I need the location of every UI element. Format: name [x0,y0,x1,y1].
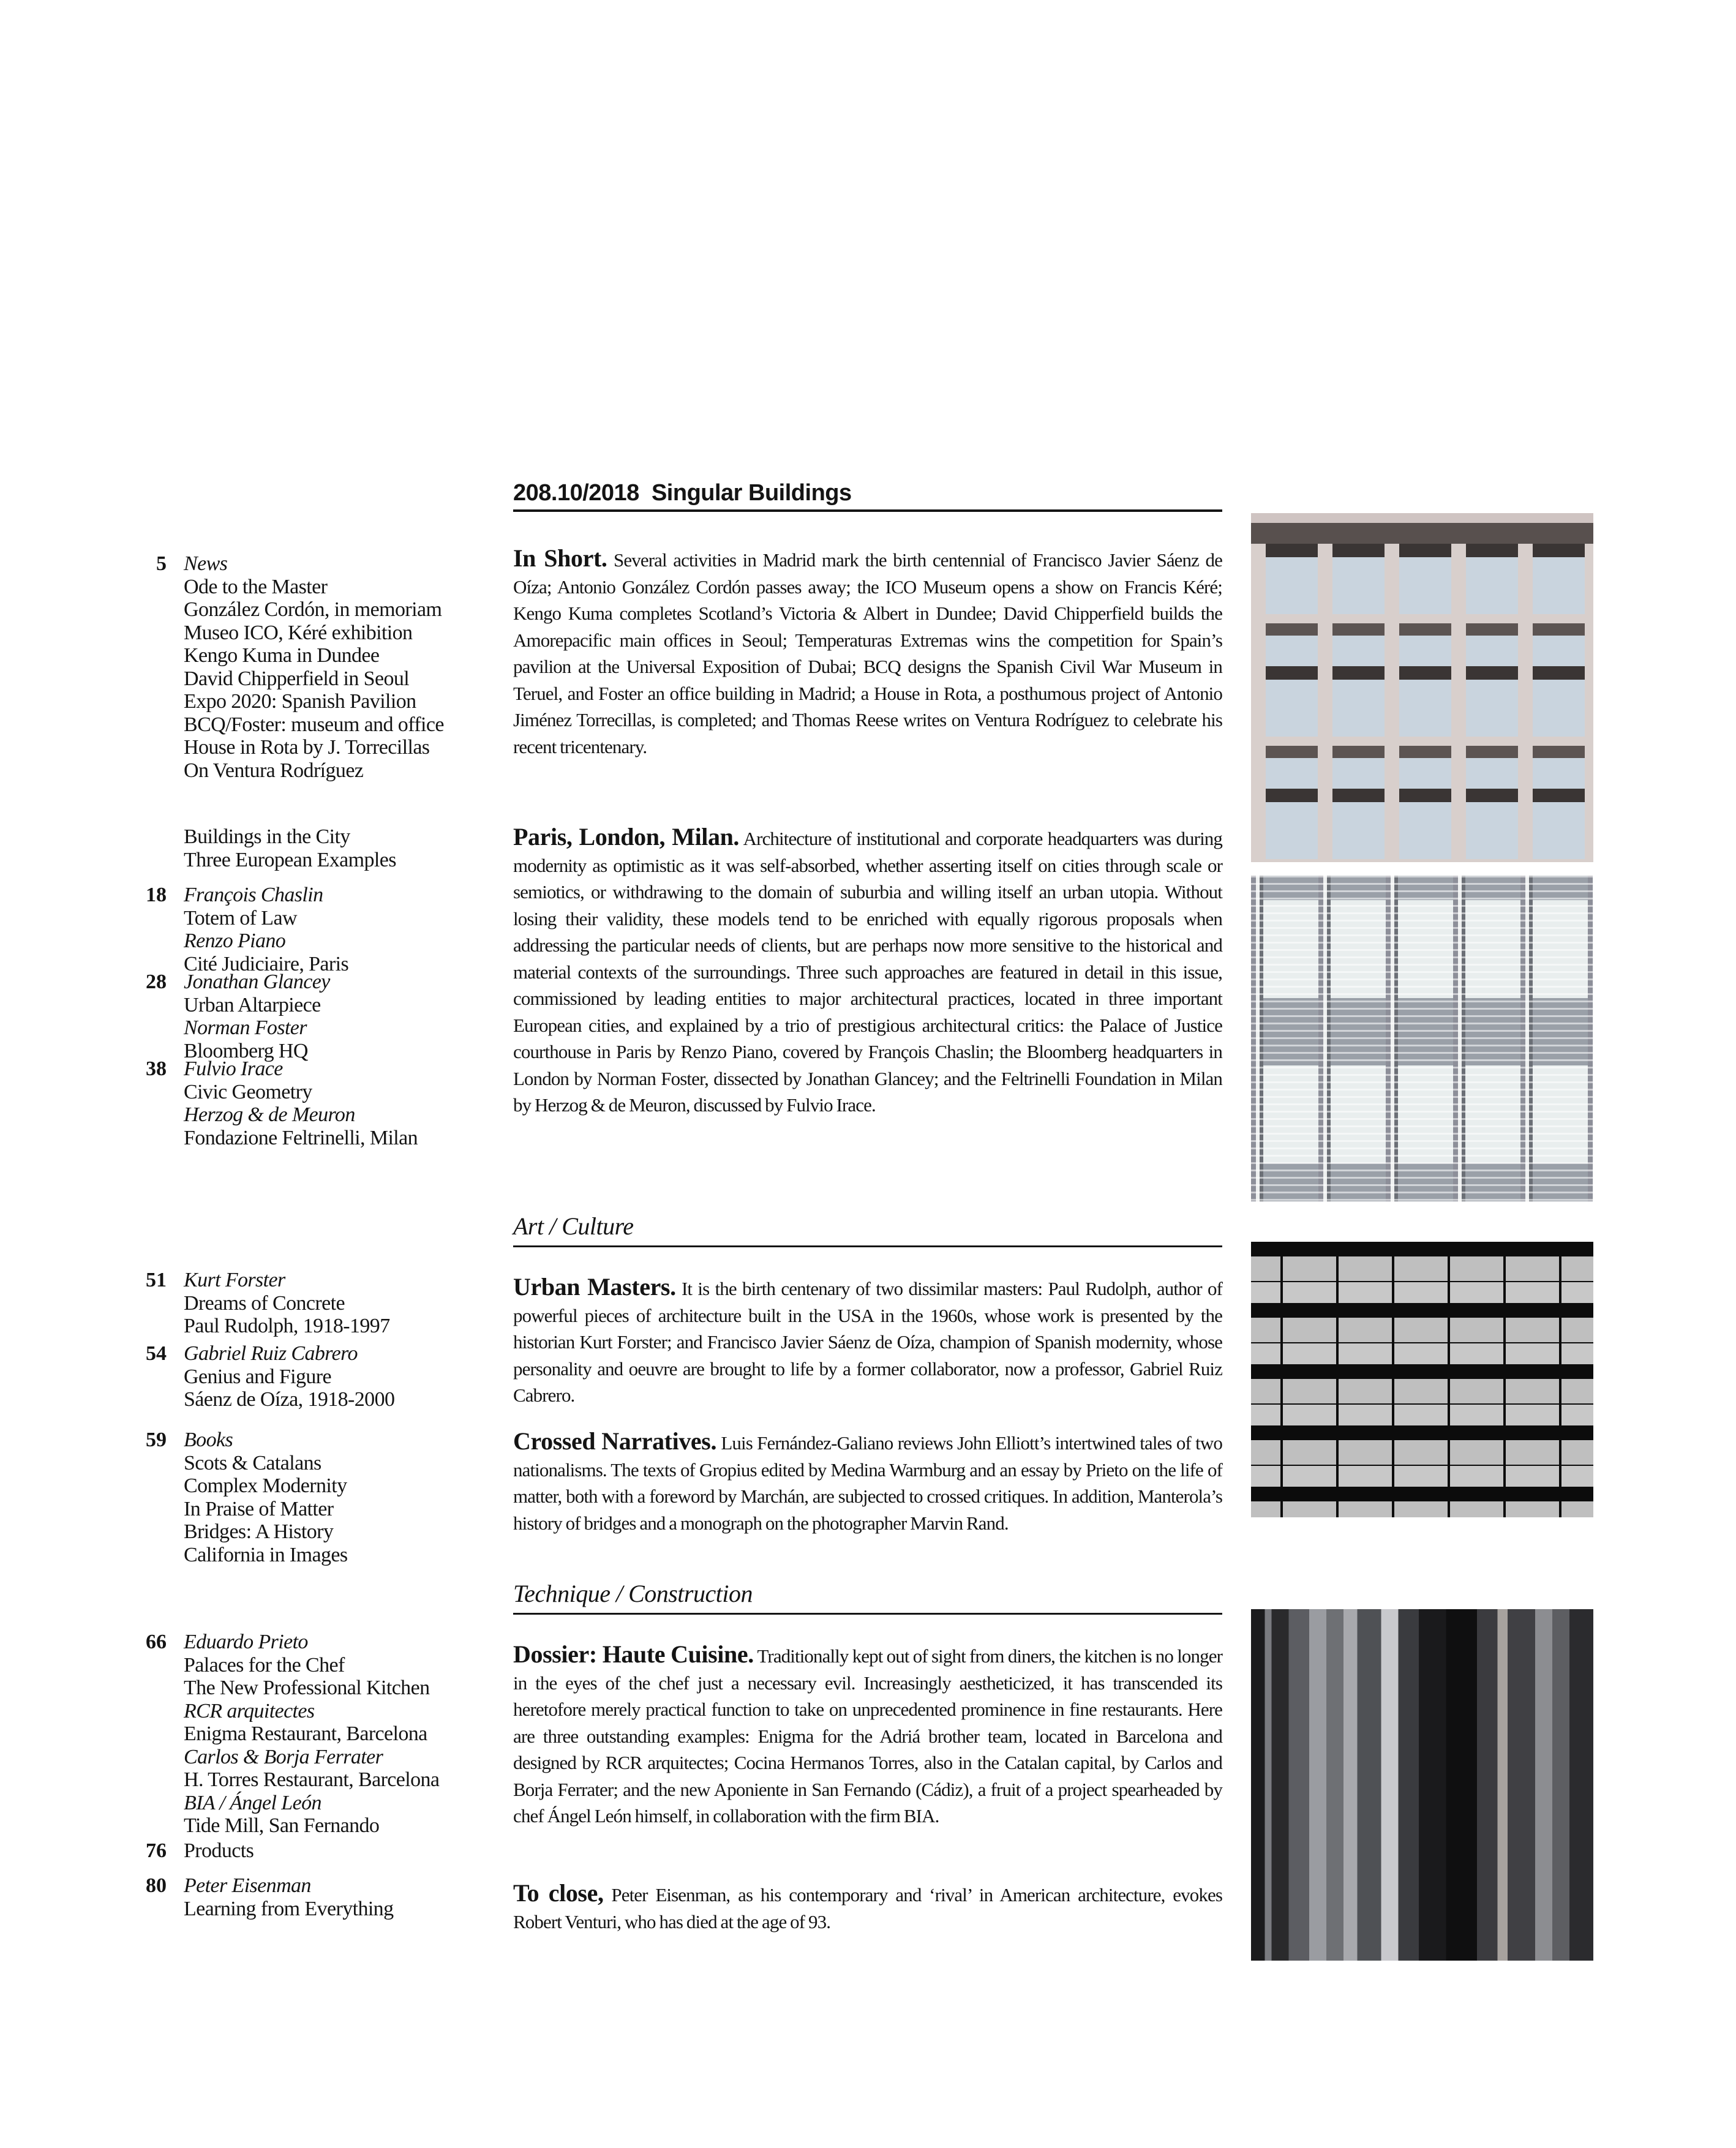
toc-line: Complex Modernity [184,1474,347,1497]
toc-page-number: 80 [146,1874,167,1897]
toc-line: RCR arquitectes [184,1699,315,1722]
paragraph-to-close [513,1880,1222,1935]
toc-line: Dreams of Concrete [184,1291,345,1315]
toc-line: News [184,552,228,575]
photo-louvered-glass-facade [1251,876,1593,1201]
toc-line: González Cordón, in memoriam [184,598,442,621]
toc-line: Civic Geometry [184,1080,312,1103]
toc-page-number: 28 [146,971,167,993]
paragraph-body: Luis Fernández-Galiano reviews John Elliott’s intertwined tales of two nationalisms. The texts of Gropius edited by Medina Warmburg and an essay by Prieto on the life of matter, both with a foreword by Marchán, are subjected to crossed critiques. In addition, Manterola’s history of bridges and a monograph on the photographer Marvin Rand. [513,1432,1222,1534]
toc-line: Gabriel Ruiz Cabrero [184,1342,358,1365]
issue-number: 208.10/2018 [513,480,639,506]
toc-line: BIA / Ángel León [184,1791,321,1814]
toc-line: Sáenz de Oíza, 1918-2000 [184,1388,395,1411]
section-label-technique-construction: Technique / Construction [513,1579,1222,1615]
toc-page-number: 5 [156,552,167,575]
toc-line: Expo 2020: Spanish Pavilion [184,690,416,713]
paragraph-in-short [513,545,1222,760]
toc-line: BCQ/Foster: museum and office [184,713,444,736]
toc-page-number: 51 [146,1269,167,1291]
toc-line: Paul Rudolph, 1918-1997 [184,1315,390,1337]
toc-page-number: 38 [146,1057,167,1080]
toc-page-number: 59 [146,1429,167,1451]
paragraph-lead: Dossier: Haute Cuisine. [513,1640,754,1668]
toc-page-number: 54 [146,1342,167,1365]
toc-page-number: 66 [146,1631,167,1653]
issue-heading [513,479,1222,512]
paragraph-lead: To close, [513,1879,604,1907]
toc-line: Museo ICO, Kéré exhibition [184,621,413,644]
paragraph-body: It is the birth centenary of two dissimilar masters: Paul Rudolph, author of powerful pieces of architecture built in the USA in the 1960s, whose work is presented by the historian Kurt Forster; and Francisco Javier Sáenz de Oíza, champion of Spanish modernity, whose personality and oeuvre are brought to life by a former collaborator, now a professor, Gabriel Ruiz Cabrero. [513,1278,1223,1406]
toc-line: Fulvio Irace [184,1057,283,1080]
toc-line: Enigma Restaurant, Barcelona [184,1722,427,1745]
toc-line: Tide Mill, San Fernando [184,1814,380,1837]
toc-line: Learning from Everything [184,1897,394,1920]
toc-line: Herzog & de Meuron [184,1103,355,1126]
paragraph-body: Architecture of institutional and corporate headquarters was during modernity as optimistic as it was self-absorbed, whether asserting itself on cities through scale or semiotics, or withdrawing to the domain of suburbia and willing itself an urban utopia. Without losing their validity, these models tend to be enriched with equally rigorous proposals when addressing the particular needs of clients, but are perhaps now more sensitive to the historical and material contexts of the surroundings. Three such approaches are featured in detail in this issue, commissioned by leading entities to major architectural practices, located in three important European cities, and explained by a trio of prestigious architectural critics: the Palace of Justice courthouse in Paris by Renzo Piano, covered by François Chaslin; the Bloomberg headquarters in London by Norman Foster, dissected by Jonathan Glancey; and the Feltrinelli Foundation in Milan by Herzog & de Meuron, discussed by Fulvio Irace. [513,828,1222,1116]
toc-line: Eduardo Prieto [184,1631,308,1653]
paragraph-lead: Urban Masters. [513,1273,676,1301]
toc-line: On Ventura Rodríguez [184,759,364,782]
issue-title: Singular Buildings [651,480,852,506]
paragraph-haute-cuisine [513,1641,1222,1830]
toc-line: Totem of Law [184,906,297,929]
toc-line: In Praise of Matter [184,1497,334,1520]
section-label-art-culture: Art / Culture [513,1211,1222,1247]
toc-line: François Chaslin [184,884,323,906]
toc-line: Jonathan Glancey [184,971,330,993]
toc-line: Bridges: A History [184,1520,334,1543]
toc-line: Kengo Kuma in Dundee [184,644,380,667]
paragraph-urban-masters [513,1274,1222,1409]
toc-line: Bloomberg HQ [184,1039,308,1062]
paragraph-lead: Paris, London, Milan. [513,823,740,851]
toc-line: Carlos & Borja Ferrater [184,1745,383,1768]
photo-banded-curtain-wall [1251,1242,1593,1517]
paragraph-lead: In Short. [513,544,607,572]
toc-line: David Chipperfield in Seoul [184,667,410,690]
toc-line: Norman Foster [184,1016,307,1039]
toc-line: Renzo Piano [184,929,286,952]
toc-line: Products [184,1839,254,1862]
toc-line: Fondazione Feltrinelli, Milan [184,1126,418,1149]
paragraph-body: Several activities in Madrid mark the birth centennial of Francisco Javier Sáenz de Oíza; Antonio González Cordón passes away; the ICO Museum opens a show on Francis Kéré; Kengo Kuma completes Scotland’s Victoria & Albert in Dundee; David Chipperfield builds the Amorepacific main offices in Seoul; Temperaturas Extremas wins the competition for Spain’s pavilion at the Universal Exposition of Dubai; BCQ designs the Spanish Civil War Museum in Teruel, and Foster an office building in Madrid; a House in Rota, a posthumous project of Antonio Jiménez Torrecillas, is completed; and Thomas Reese writes on Ventura Rodríguez to celebrate his recent tricentenary. [513,549,1222,757]
toc-page-number: 76 [146,1839,167,1862]
toc-line: Cité Judiciaire, Paris [184,952,349,975]
toc-line: Three European Examples [184,848,396,871]
toc-line: Genius and Figure [184,1365,331,1388]
toc-line: Peter Eisenman [184,1874,311,1897]
toc-line: Ode to the Master [184,575,328,598]
toc-line: Buildings in the City [184,825,350,848]
toc-line: California in Images [184,1543,348,1566]
toc-page-number: 18 [146,884,167,906]
toc-line: Books [184,1429,233,1451]
toc-line: House in Rota by J. Torrecillas [184,736,430,759]
toc-line: Kurt Forster [184,1269,285,1291]
paragraph-body: Peter Eisenman, as his contemporary and ‘rival’ in American architecture, evokes Robert Venturi, who has died at the age of 93. [513,1884,1222,1932]
photo-streaked-stone-texture [1251,1609,1593,1961]
paragraph-body: Traditionally kept out of sight from diners, the kitchen is no longer in the eyes of the chef just a necessary evil. Increasingly aestheticized, it has transcended its heretofore merely practical function to take on unprecedented prominence in fine restaurants. Here are three outstanding examples: Enigma for the Adriá brother team, located in Barcelona and designed by RCR arquitectes; Cocina Hermanos Torres, also in the Catalan capital, by Carlos and Borja Ferrater; and the new Aponiente in San Fernando (Cádiz), a fruit of a project spearheaded by chef Ángel León himself, in collaboration with the firm BIA. [513,1645,1222,1827]
toc-line: Palaces for the Chef [184,1653,345,1677]
toc-line: H. Torres Restaurant, Barcelona [184,1768,440,1791]
paragraph-lead: Crossed Narratives. [513,1427,717,1455]
toc-line: The New Professional Kitchen [184,1677,430,1699]
toc-line: Scots & Catalans [184,1451,321,1474]
paragraph-crossed-narratives [513,1428,1222,1536]
toc-line: Urban Altarpiece [184,993,321,1016]
photo-concrete-facade [1251,513,1593,862]
paragraph-paris-london-milan [513,824,1222,1119]
